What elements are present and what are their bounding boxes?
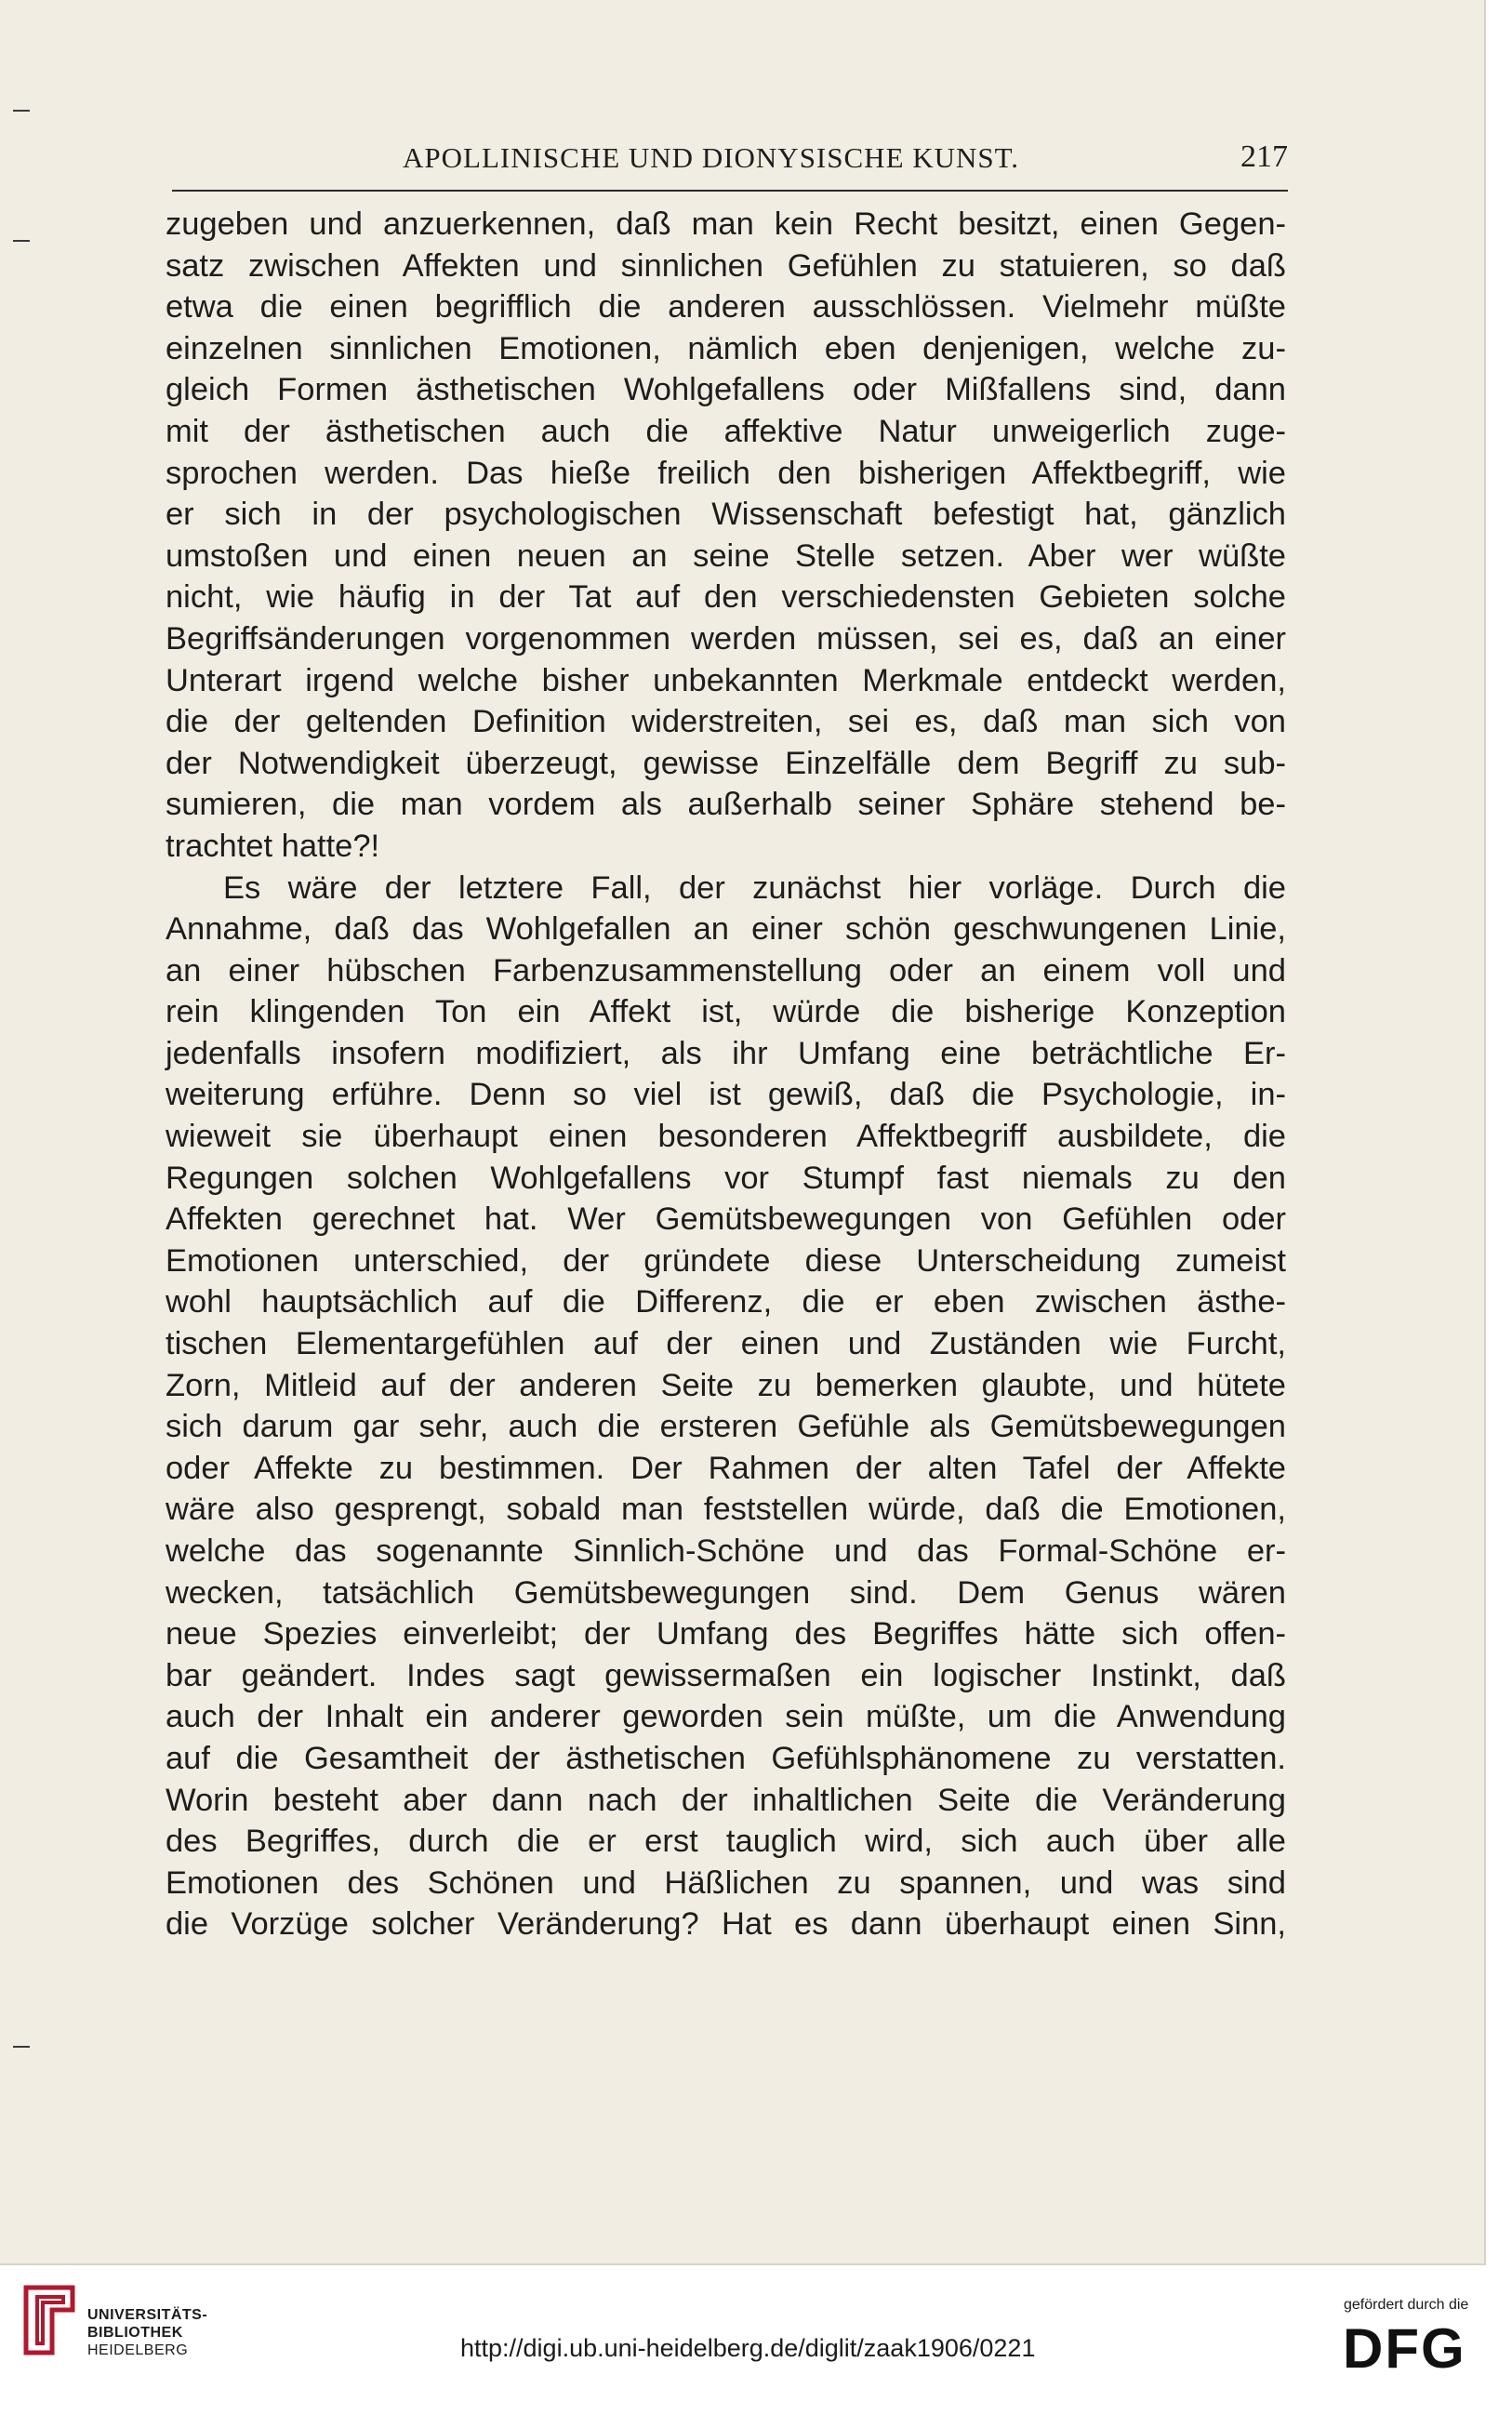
text-line: Regungen solchen Wohlgefallens vor Stumpf fast niemals zu den (166, 1160, 1286, 1196)
paragraph-first-line: Es wäre der letztere Fall, der zunächst hier vorläge. Durch die (223, 869, 1286, 906)
running-title: APOLLINISCHE UND DIONYSISCHE KUNST. (403, 141, 1020, 174)
body-text (166, 204, 1286, 1945)
text-line: welche das sogenannte Sinnlich-Schöne und das Formal-Schöne er- (166, 1533, 1286, 1569)
text-line: er sich in der psychologischen Wissenschaft befestigt hat, gänzlich (166, 497, 1286, 533)
text-line: auf die Gesamtheit der ästhetischen Gefühlsphänomene zu verstatten. (166, 1740, 1286, 1776)
text-line: sich darum gar sehr, auch die ersteren Gefühle als Gemütsbewegungen (166, 1409, 1286, 1445)
scan-margin-mark (13, 2046, 30, 2048)
text-line: nicht, wie häufig in der Tat auf den verschiedensten Gebieten solche (166, 579, 1286, 616)
text-line: jedenfalls insofern modifiziert, als ihr Umfang eine beträchtliche Er- (166, 1035, 1286, 1071)
text-line: auch der Inhalt ein anderer geworden sein müßte, um die Anwendung (166, 1699, 1286, 1735)
text-line: Begriffsänderungen vorgenommen werden müssen, sei es, daß an einer (166, 620, 1286, 657)
library-name-line: UNIVERSITÄTS- (87, 2307, 208, 2323)
university-library-logo-icon (17, 2278, 82, 2362)
text-line: Unterart irgend welche bisher unbekannten Merkmale entdeckt werden, (166, 662, 1286, 698)
text-line: bar geändert. Indes sagt gewissermaßen ein logischer Instinkt, daß (166, 1657, 1286, 1693)
text-line: Worin besteht aber dann nach der inhaltlichen Seite die Veränderung (166, 1782, 1286, 1818)
page-number: 217 (1240, 139, 1288, 174)
text-line: tischen Elementargefühlen auf der einen und Zuständen wie Furcht, (166, 1326, 1286, 1362)
text-line: des Begriffes, durch die er erst tauglich wird, sich auch über alle (166, 1824, 1286, 1860)
text-line: Zorn, Mitleid auf der anderen Seite zu bemerken glaubte, und hütete (166, 1367, 1286, 1403)
text-line: Emotionen unterschied, der gründete diese Unterscheidung zumeist (166, 1242, 1286, 1279)
text-line: die Vorzüge solcher Veränderung? Hat es dann überhaupt einen Sinn, (166, 1906, 1286, 1943)
text-line: wäre also gesprengt, sobald man feststellen würde, daß die Emotionen, (166, 1492, 1286, 1528)
text-line: Affekten gerechnet hat. Wer Gemütsbewegungen von Gefühlen oder (166, 1201, 1286, 1238)
scan-margin-mark (13, 110, 30, 112)
text-line: mit der ästhetischen auch die affektive Natur unweigerlich zuge- (166, 413, 1286, 449)
text-line: umstoßen und einen neuen an seine Stelle setzen. Aber wer wüßte (166, 537, 1286, 574)
text-line: wohl hauptsächlich auf die Differenz, die er eben zwischen ästhe- (166, 1284, 1286, 1320)
text-line: weiterung erführe. Denn so viel ist gewiß, daß die Psychologie, in- (166, 1077, 1286, 1113)
text-line: zugeben und anzuerkennen, daß man kein Recht besitzt, einen Gegen- (166, 206, 1286, 242)
scan-margin-mark (13, 240, 30, 242)
text-line: sprochen werden. Das hieße freilich den bisherigen Affektbegriff, wie (166, 455, 1286, 491)
text-line: neue Spezies einverleibt; der Umfang des Begriffes hätte sich offen- (166, 1616, 1286, 1652)
text-line: Annahme, daß das Wohlgefallen an einer schön geschwungenen Linie, (166, 911, 1286, 948)
text-line: satz zwischen Affekten und sinnlichen Gefühlen zu statuieren, so daß (166, 247, 1286, 284)
text-line: sumieren, die man vordem als außerhalb seiner Sphäre stehend be- (166, 787, 1286, 823)
text-line: einzelnen sinnlichen Emotionen, nämlich eben denjenigen, welche zu- (166, 330, 1286, 366)
library-name-line: BIBLIOTHEK (87, 2325, 183, 2341)
text-line: an einer hübschen Farbenzusammenstellung oder an einem voll und (166, 952, 1286, 989)
permalink-url[interactable]: http://digi.ub.uni-heidelberg.de/diglit/zaak1906/0221 (460, 2334, 1036, 2362)
header-rule (172, 190, 1288, 192)
text-line: gleich Formen ästhetischen Wohlgefallens oder Mißfallens sind, dann (166, 372, 1286, 408)
viewer-footer (0, 2265, 1512, 2415)
text-line: wieweit sie überhaupt einen besonderen Affektbegriff ausbildete, die (166, 1119, 1286, 1155)
text-line: die der geltenden Definition widerstreiten, sei es, daß man sich von (166, 704, 1286, 740)
text-line: Emotionen des Schönen und Häßlichen zu spannen, und was sind (166, 1864, 1286, 1901)
funding-note: gefördert durch die (1344, 2297, 1469, 2313)
text-line: oder Affekte zu bestimmen. Der Rahmen der alten Tafel der Affekte (166, 1450, 1286, 1486)
text-line: wecken, tatsächlich Gemütsbewegungen sind. Dem Genus wären (166, 1574, 1286, 1611)
library-name-line: HEIDELBERG (87, 2342, 189, 2358)
paragraph-last-line: trachtet hatte?! (166, 828, 380, 864)
text-line: der Notwendigkeit überzeugt, gewisse Einzelfälle dem Begriff zu sub- (166, 745, 1286, 781)
text-line: etwa die einen begrifflich die anderen ausschlössen. Vielmehr müßte (166, 289, 1286, 325)
text-line: rein klingenden Ton ein Affekt ist, würde die bisherige Konzeption (166, 994, 1286, 1030)
running-head (172, 138, 1288, 184)
dfg-logo: DFG (1343, 2317, 1466, 2380)
